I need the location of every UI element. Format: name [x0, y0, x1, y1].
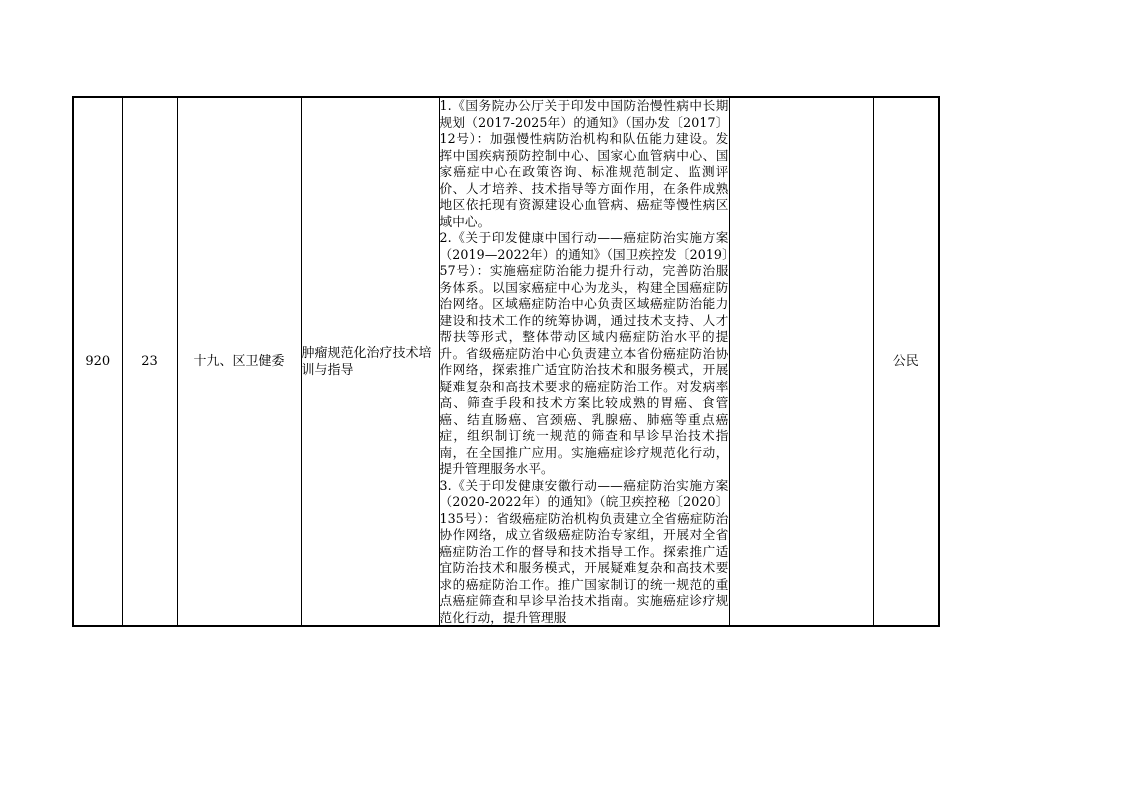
sub-seq-number-cell: 23	[122, 97, 177, 626]
service-table	[72, 96, 940, 627]
basis-paragraph-3: 3.《关于印发健康安徽行动——癌症防治实施方案（2020-2022年）的通知》（皖卫疾控秘〔2020〕135号）：省级癌症防治机构负责建立全省癌症防治协作网络，成立省级癌症防治专家组，开展对全省癌症防治工作的督导和技术指导工作。探索推广适宜防治技术和服务模式，开展疑难复杂和高技术要求的癌症防治工作。推广国家制订的统一规范的重点癌症筛查和早诊早治技术指南。实施癌症诊疗规范化行动，提升管理服	[439, 477, 729, 625]
basis-paragraph-2: 2.《关于印发健康中国行动——癌症防治实施方案（2019—2022年）的通知》（国卫疾控发〔2019〕57号）：实施癌症防治能力提升行动，完善防治服务体系。以国家癌症中心为龙头，构建全国癌症防治网络。区域癌症防治中心负责区域癌症防治能力建设和技术工作的统筹协调，通过技术支持、人才帮扶等形式，整体带动区域内癌症防治水平的提升。省级癌症防治中心负责建立本省份癌症防治协作网络，探索推广适宜防治技术和服务模式，开展疑难复杂和高技术要求的癌症防治工作。对发病率高、筛查手段和技术方案比较成熟的胃癌、食管癌、结直肠癌、宫颈癌、乳腺癌、肺癌等重点癌症，组织制订统一规范的筛查和早诊早治技术指南，在全国推广应用。实施癌症诊疗规范化行动，提升管理服务水平。	[439, 230, 729, 476]
department-cell: 十九、区卫健委	[177, 97, 301, 626]
basis-paragraph-1: 1.《国务院办公厅关于印发中国防治慢性病中长期规划（2017-2025年）的通知》（国办发〔2017〕12号）：加强慢性病防治机构和队伍能力建设。发挥中国疾病预防控制中心、国家心血管病中心、国家癌症中心在政策咨询、标准规范制定、监测评价、人才培养、技术指导等方面作用，在条件成熟地区依托现有资源建设心血管病、癌症等慢性病区域中心。	[439, 98, 729, 229]
service-target-cell: 公民	[873, 97, 939, 626]
seq-number-cell: 920	[73, 97, 122, 626]
item-name-cell: 肿瘤规范化治疗技术培训与指导	[301, 97, 439, 626]
table-row	[73, 97, 939, 626]
empty-cell	[729, 97, 873, 626]
legal-basis-text	[440, 98, 729, 625]
legal-basis-cell	[439, 97, 729, 626]
